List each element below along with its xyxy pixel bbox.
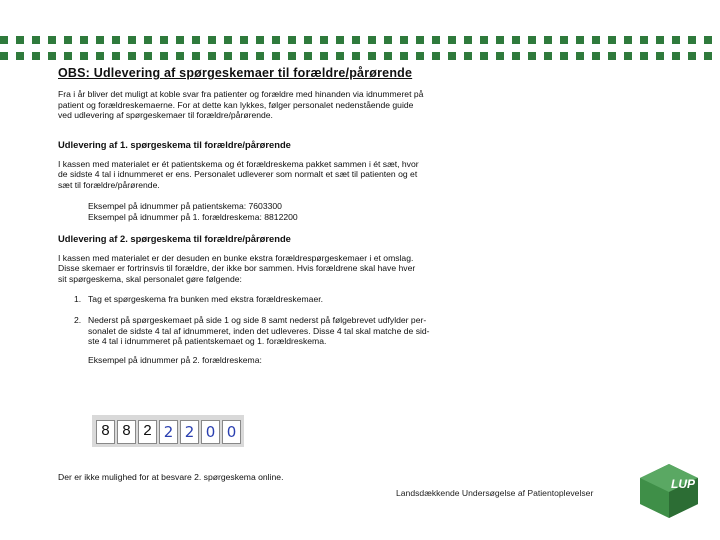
lup-logo-icon (636, 462, 702, 520)
top-dash-border-2 (0, 52, 720, 60)
page-title: OBS: Udlevering af spørgeskemaer til forældre/pårørende (58, 66, 413, 80)
intro-line: ved udlevering af spørgeskemaer til forældre/pårørende. (58, 110, 273, 121)
step-number: 1. (74, 294, 82, 305)
organization-name: Landsdækkende Undersøgelse af Patientoplevelser (396, 488, 594, 498)
id-digit: 2 (138, 420, 157, 444)
id-digit-handwritten: 2 (159, 420, 178, 444)
example-parent2-id: Eksempel på idnummer på 2. forældreskema: (88, 354, 262, 365)
id-digit: 8 (96, 420, 115, 444)
top-dash-border-1 (0, 36, 720, 44)
section1-line: I kassen med materialet er ét patientskema og ét forældreskema pakket sammen i ét sæt, hvor (58, 158, 419, 169)
logo-text: LUP (671, 477, 695, 491)
step-text: sonalet de sidste 4 tal af idnummeret, inden det udleveres. Disse 4 tal skal matche de sid- (88, 325, 430, 336)
list-item (58, 294, 528, 305)
section2-line: Disse skemaer er fortrinsvis til forældre, der ikke bor sammen. Hvis forældrene skal have hver (58, 263, 416, 274)
id-digit: 8 (117, 420, 136, 444)
steps-list (58, 294, 528, 346)
step-text: Nederst på spørgeskemaet på side 1 og side 8 samt nederst på følgebrevet udfylder per- (88, 314, 427, 325)
list-item (58, 315, 528, 347)
document-body (58, 66, 528, 366)
example-parent1-id: Eksempel på idnummer på 1. forældreskema: 8812200 (88, 211, 298, 222)
section2-paragraph (58, 253, 528, 285)
section2-line: sit spørgeskema, skal personalet gøre følgende: (58, 273, 242, 284)
id-number-sample-image (92, 415, 244, 447)
id-digit-handwritten: 2 (180, 420, 199, 444)
step-number: 2. (74, 314, 82, 325)
step-text: Tag et spørgeskema fra bunken med ekstra forældreskemaer. (88, 294, 324, 305)
section1-paragraph (58, 159, 528, 191)
intro-line: patient og forældreskemaerne. For at dette kan lykkes, følger personalet nedenstående guide (58, 99, 414, 110)
id-digit-handwritten: 0 (222, 420, 241, 444)
step-text: ste 4 tal i idnummeret på patientskemaet og 1. forældreskema. (88, 336, 327, 347)
section1-heading: Udlevering af 1. spørgeskema til forældre/pårørende (58, 138, 291, 150)
id-digit-handwritten: 0 (201, 420, 220, 444)
example-patient-id: Eksempel på idnummer på patientskema: 7603300 (88, 200, 282, 211)
section1-line: de sidste 4 tal i idnummeret er ens. Personalet udleverer som normalt et sæt til patienten og et (58, 169, 418, 180)
intro-line: Fra i år bliver det muligt at koble svar fra patienter og forældre med hinanden via idnummeret på (58, 89, 424, 99)
section2-line: I kassen med materialet er der desuden en bunke ekstra forældrespørgeskemaer i et omslag. (58, 252, 414, 263)
closing-note: Der er ikke mulighed for at besvare 2. spørgeskema online. (58, 472, 284, 482)
section1-line: sæt til forældre/pårørende. (58, 179, 160, 190)
intro-paragraph (58, 89, 528, 121)
section2-heading: Udlevering af 2. spørgeskema til forældre/pårørende (58, 232, 291, 244)
